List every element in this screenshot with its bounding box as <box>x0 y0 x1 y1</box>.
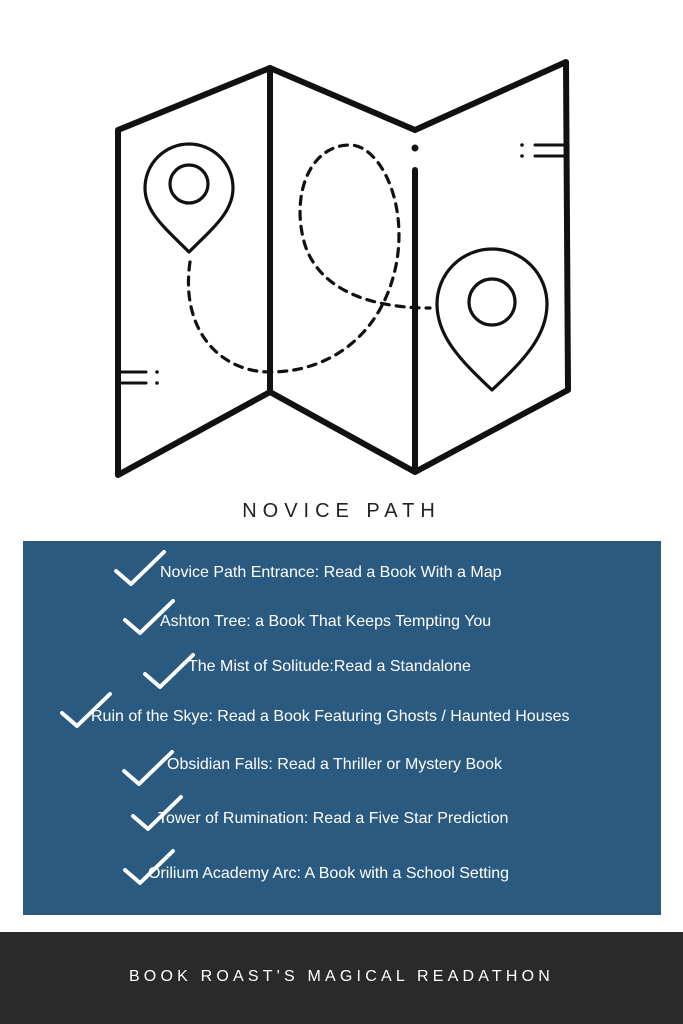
map-pin-icon <box>145 144 233 252</box>
folded-map-icon <box>0 0 683 500</box>
prompt-text: Ashton Tree: a Book That Keeps Tempting You <box>160 613 492 630</box>
prompt-text: Orilium Academy Arc: A Book with a School Setting <box>148 865 510 882</box>
prompt-text: Obsidian Falls: Read a Thriller or Mystery Book <box>167 756 502 773</box>
footer-title: BOOK ROAST'S MAGICAL READATHON <box>128 968 555 985</box>
footer-banner <box>0 932 683 1024</box>
path-title: NOVICE PATH <box>242 500 441 522</box>
checkmark-icon <box>113 549 167 589</box>
prompt-text: Ruin of the Skye: Read a Book Featuring Ghosts / Haunted Houses <box>91 708 570 725</box>
prompt-text: Novice Path Entrance: Read a Book With a Map <box>160 564 502 581</box>
prompt-text: Tower of Rumination: Read a Five Star Prediction <box>158 810 509 827</box>
prompt-text: The Mist of Solitude:Read a Standalone <box>188 658 471 675</box>
prompt-panel <box>23 541 661 915</box>
map-pin-icon <box>437 249 547 390</box>
